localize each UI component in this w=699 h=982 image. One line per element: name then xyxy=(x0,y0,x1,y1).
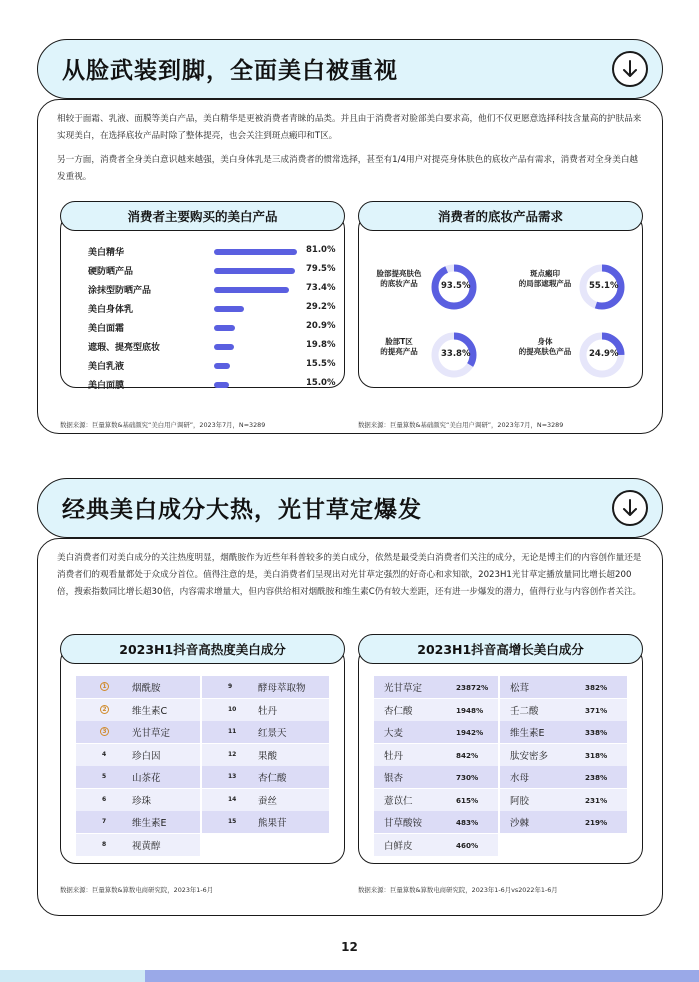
growth-cell xyxy=(500,766,627,788)
ranking-cell xyxy=(202,766,329,788)
growth-value: 338% xyxy=(585,728,608,737)
bar-fill xyxy=(214,325,235,331)
growth-value: 382% xyxy=(585,683,608,692)
medal-icon: 3 xyxy=(100,727,109,736)
ingredient-name: 沙棘 xyxy=(510,818,530,829)
donut-label-line2: 的提亮产品 xyxy=(380,347,418,356)
ranking-cell xyxy=(202,721,329,743)
bar-row xyxy=(88,262,336,281)
paragraph-1: 相较于面霜、乳液、面膜等美白产品，美白精华是更被消费者青睐的品类。并且由于消费者对脸部美白要求高，他们不仅更愿意选择科技含量高的护肤品来实现美白，在选择底妆产品时除了整体提亮，也会关注到斑点瘢印和T区。 xyxy=(57,114,642,141)
bar-label: 涂抹型防晒产品 xyxy=(88,286,152,296)
bar-label: 美白精华 xyxy=(88,248,125,258)
ingredient-name: 维生素E xyxy=(510,728,545,739)
growth-value: 1948% xyxy=(456,705,484,715)
panel-purchased-products xyxy=(60,201,345,429)
ingredient-name: 阿胶 xyxy=(510,795,530,807)
data-source: 数据来源：巨量算数&算数电商研究院，2023年1-6月vs2022年1-6月 xyxy=(358,886,558,894)
bar-label: 美白身体乳 xyxy=(88,305,134,315)
rank-number: 6 xyxy=(102,795,107,803)
bar-label: 美白乳液 xyxy=(88,362,125,372)
growth-value: 23872% xyxy=(456,683,489,692)
data-source: 数据来源：巨量算数&算数电商研究院，2023年1-6月 xyxy=(60,886,214,894)
bar-label: 美白面霜 xyxy=(88,324,125,334)
ingredient-name: 薏苡仁 xyxy=(384,795,413,807)
rank-number: 5 xyxy=(102,773,107,780)
bar-row xyxy=(88,376,336,395)
panel-title: 2023H1抖音高热度美白成分 xyxy=(60,634,345,664)
bar-fill xyxy=(214,306,244,312)
rank-number: 13 xyxy=(228,773,237,780)
section-header xyxy=(37,39,663,99)
arrow-down-circle-icon[interactable] xyxy=(612,490,648,526)
growth-cell xyxy=(374,699,498,721)
donut-value: 93.5% xyxy=(441,281,471,291)
growth-value: 730% xyxy=(456,773,479,782)
ingredient-name: 烟酰胺 xyxy=(132,683,161,694)
ranking-cell xyxy=(76,699,200,721)
ranking-cell xyxy=(202,811,329,833)
growth-value: 460% xyxy=(456,840,479,850)
donut-item xyxy=(498,269,638,359)
bar-fill xyxy=(214,249,297,255)
paragraph: 美白消费者们对美白成分的关注热度明显，烟酰胺作为近些年科普较多的美白成分，依然是最受美白消费者们关注的成分，无论是博主们的内容创作量还是消费者们的观看量都处于众成分首位。值得注意的是，美白消费者们呈现出对光甘草定强烈的好奇心和求知欲，2023H1光甘草定播放量同比增长超200倍，搜索指数同比增长超30倍，内容需求增量大，但内容供给相对烟酰胺和维生素C仍有较大差距，还有进一步爆发的潜力，值得行业与内容创作者关注。 xyxy=(57,553,642,597)
rank-number: 15 xyxy=(228,818,237,825)
bar-value: 81.0% xyxy=(306,245,336,255)
ranking-cell xyxy=(76,676,200,698)
growth-value: 1942% xyxy=(456,728,484,737)
ingredient-name: 水母 xyxy=(510,773,530,784)
growth-cell xyxy=(374,676,498,698)
growth-value: 219% xyxy=(585,818,608,827)
ingredient-name: 维生素E xyxy=(132,818,167,829)
ingredient-name: 珍白因 xyxy=(132,750,161,762)
rank-number: 14 xyxy=(228,795,237,803)
page-number: 12 xyxy=(341,940,358,954)
section-whitening-all-body xyxy=(37,39,663,434)
rank-number: 7 xyxy=(102,818,107,825)
growth-cell xyxy=(374,721,498,743)
bar-label: 美白面膜 xyxy=(88,381,125,391)
bar-fill xyxy=(214,344,234,350)
ingredient-name: 牡丹 xyxy=(384,750,404,762)
data-source: 数据来源：巨量算数&基础颜究“美白用户调研”，2023年7月，N=3289 xyxy=(60,421,266,429)
panel-title: 消费者的底妆产品需求 xyxy=(358,201,643,231)
ingredient-name: 白鲜皮 xyxy=(384,840,413,852)
panel-title: 2023H1抖音高增长美白成分 xyxy=(358,634,643,664)
panel-growth-ingredients xyxy=(358,634,643,894)
donut-ring xyxy=(358,269,498,409)
growth-value: 231% xyxy=(585,795,608,805)
ranking-cell xyxy=(202,676,329,698)
growth-cell xyxy=(500,721,627,743)
bar-track xyxy=(214,268,297,274)
ingredient-name: 视黄醇 xyxy=(132,840,161,852)
bar-row xyxy=(88,338,336,357)
growth-cell xyxy=(500,676,627,698)
bar-row xyxy=(88,357,336,376)
donut-label-line1: 斑点瘢印 xyxy=(530,269,560,278)
donut-label-line1: 脸部T区 xyxy=(385,337,413,346)
bar-row xyxy=(88,243,336,262)
ranking-cell xyxy=(76,789,200,811)
arrow-down-circle-icon[interactable] xyxy=(612,51,648,87)
data-source: 数据来源：巨量算数&基础颜究“美白用户调研”，2023年7月，N=3289 xyxy=(358,421,564,429)
ingredient-name: 光甘草定 xyxy=(384,683,423,694)
growth-cell xyxy=(374,811,498,833)
growth-cell xyxy=(500,744,627,766)
ranking-cell xyxy=(76,744,200,766)
growth-cell xyxy=(500,789,627,811)
bar-value: 29.2% xyxy=(306,302,336,312)
bar-value: 19.8% xyxy=(306,340,336,350)
footer-stripe-light xyxy=(0,970,145,982)
ingredient-name: 甘草酸铵 xyxy=(384,818,423,829)
ingredient-name: 蚕丝 xyxy=(258,795,278,807)
ranking-cell xyxy=(202,789,329,811)
growth-cell xyxy=(374,834,498,856)
ingredient-name: 松茸 xyxy=(510,683,530,694)
donut-label-line2: 的提亮肤色产品 xyxy=(518,347,572,356)
bar-label: 硬防晒产品 xyxy=(88,267,134,277)
panel-title: 消费者主要购买的美白产品 xyxy=(60,201,345,231)
growth-value: 371% xyxy=(585,705,608,715)
ingredient-name: 果酸 xyxy=(258,750,278,762)
panel-hot-ingredients xyxy=(60,634,345,894)
growth-value: 615% xyxy=(456,795,479,805)
donut-label-line1: 身体 xyxy=(537,337,553,346)
rank-number: 12 xyxy=(228,750,237,758)
ingredient-name: 肽安密多 xyxy=(510,750,549,762)
ranking-cell xyxy=(76,766,200,788)
growth-value: 842% xyxy=(456,750,479,760)
bar-label: 遮瑕、提亮型底妆 xyxy=(88,343,161,353)
donut-label-line1: 脸部提亮肤色 xyxy=(376,269,422,278)
rank-number: 10 xyxy=(228,705,237,713)
donut-item xyxy=(358,269,498,359)
ranking-cell xyxy=(76,834,200,856)
section-title: 从脸武装到脚，全面美白被重视 xyxy=(62,58,398,84)
bar-value: 15.0% xyxy=(306,378,336,388)
ingredient-name: 银杏 xyxy=(384,773,404,784)
paragraph-2: 另一方面，消费者全身美白意识越来越强，美白身体乳是三成消费者的惯常选择，甚至有1/4用户对提亮身体肤色的底妆产品有需求，消费者对全身美白越发重视。 xyxy=(57,155,639,182)
growth-value: 318% xyxy=(585,750,608,760)
ingredient-name: 光甘草定 xyxy=(132,728,171,739)
ingredient-name: 熊果苷 xyxy=(258,818,287,829)
ingredient-name: 杏仁酸 xyxy=(258,773,287,784)
bar-value: 79.5% xyxy=(306,264,336,274)
growth-cell xyxy=(374,744,498,766)
growth-value: 483% xyxy=(456,818,479,827)
bar-value: 20.9% xyxy=(306,321,336,331)
bar-fill xyxy=(214,287,289,293)
bar-row xyxy=(88,281,336,300)
donut-label-line2: 的底妆产品 xyxy=(380,279,418,288)
ingredient-name: 红景天 xyxy=(258,728,287,739)
bar-fill xyxy=(214,382,229,388)
growth-cell xyxy=(374,766,498,788)
donut-label-line2: 的局部遮瑕产品 xyxy=(518,279,572,288)
donut-value: 24.9% xyxy=(589,349,619,359)
ingredient-name: 杏仁酸 xyxy=(384,705,413,717)
bar-track xyxy=(214,287,297,293)
growth-cell xyxy=(500,811,627,833)
ranking-cell xyxy=(76,721,200,743)
bar-row xyxy=(88,300,336,319)
growth-cell xyxy=(374,789,498,811)
ingredient-name: 酵母萃取物 xyxy=(258,683,306,694)
rank-number: 9 xyxy=(228,683,233,690)
donut-value: 55.1% xyxy=(589,281,619,291)
donut-item xyxy=(358,201,498,291)
section-whitening-ingredients xyxy=(37,478,663,916)
ingredient-name: 维生素C xyxy=(132,705,168,717)
donut-ring xyxy=(498,269,638,409)
ingredient-name: 山茶花 xyxy=(132,773,161,784)
growth-cell xyxy=(500,699,627,721)
rank-number: 11 xyxy=(228,728,237,735)
panel-base-makeup-demand xyxy=(358,201,643,429)
bar-fill xyxy=(214,363,230,369)
bar-fill xyxy=(214,268,295,274)
ranking-cell xyxy=(202,699,329,721)
bar-track xyxy=(214,363,297,369)
donut-item xyxy=(498,201,638,291)
rank-number: 8 xyxy=(102,840,107,848)
bar-track xyxy=(214,306,297,312)
donut-value: 33.8% xyxy=(441,349,471,359)
bar-row xyxy=(88,319,336,338)
bar-track xyxy=(214,325,297,331)
rank-number: 4 xyxy=(102,750,107,758)
growth-value: 238% xyxy=(585,773,608,782)
ingredient-name: 珍珠 xyxy=(132,795,152,807)
ingredient-name: 壬二酸 xyxy=(510,705,539,717)
section-title: 经典美白成分大热，光甘草定爆发 xyxy=(62,497,422,523)
medal-icon: 1 xyxy=(100,682,109,691)
bar-track xyxy=(214,249,297,255)
bar-track xyxy=(214,344,297,350)
footer-stripe-blue xyxy=(145,970,699,982)
section-header xyxy=(37,478,663,538)
medal-icon: 2 xyxy=(100,705,109,714)
ranking-cell xyxy=(76,811,200,833)
ranking-cell xyxy=(202,744,329,766)
bar-track xyxy=(214,382,297,388)
bar-value: 73.4% xyxy=(306,283,336,293)
ingredient-name: 牡丹 xyxy=(258,705,278,717)
bar-value: 15.5% xyxy=(306,359,336,369)
ingredient-name: 大麦 xyxy=(384,728,404,739)
